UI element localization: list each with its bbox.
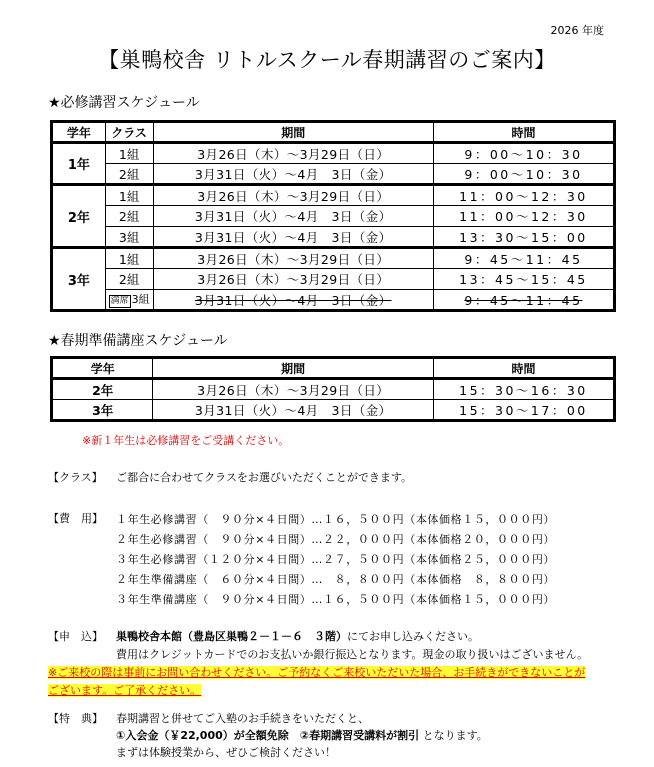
prep-section-title: ★春期準備講座スケジュール xyxy=(48,333,228,349)
time-cell: 11：00～12：30 xyxy=(433,185,614,206)
grade-cell: 2年 xyxy=(52,185,106,248)
class-cell xyxy=(105,290,153,311)
class-info-label: 【クラス】 xyxy=(48,471,103,484)
benefit-line-3: まずは体験授業から、ぜひご検討ください！ xyxy=(116,746,336,759)
class-cell: 1組 xyxy=(105,248,153,269)
table-header-row xyxy=(52,358,615,379)
benefit-bold: ①入会金（￥22,000）が全額免除 ②春期講習受講料が割引 xyxy=(116,729,420,742)
fee-line: ３年生必修講習（１２０分×４日間）…２７，５００円（本体価格２５，０００円） xyxy=(116,553,556,566)
header-period: 期間 xyxy=(153,358,433,379)
time-cell: 9：45～11：45 xyxy=(433,248,614,269)
class-cell: 2組 xyxy=(105,269,153,290)
period-cell: 3月26日（木）～3月29日（日） xyxy=(153,379,433,400)
class-cell: 1組 xyxy=(105,143,153,164)
time-cell: 13：30～15：00 xyxy=(433,227,614,248)
time-cell: 15：30～16：30 xyxy=(433,379,614,400)
grade-cell: 3年 xyxy=(52,248,106,311)
venue-rest: にてお申し込みください。 xyxy=(347,630,479,643)
table-row xyxy=(52,400,615,421)
time-cell: 9：00～10：30 xyxy=(433,143,614,164)
payment-note: 費用はクレジットカードでのお支払いか銀行振込となります。現金の取り扱いはございません。 xyxy=(116,648,589,661)
table-row xyxy=(52,227,615,248)
benefit-line-2-rest: となります。 xyxy=(422,729,488,742)
benefit-line-2 xyxy=(116,727,488,744)
table-row xyxy=(52,379,615,400)
class-cell-label: 3組 xyxy=(131,293,150,306)
benefit-label: 【特 典】 xyxy=(48,712,103,725)
page-title: 【巣鴨校舎 リトルスクール春期講習のご案内】 xyxy=(98,48,556,72)
period-cell: 3月26日（木）～3月29日（日） xyxy=(153,143,433,164)
class-cell: 2組 xyxy=(105,164,153,185)
grade-cell: 1年 xyxy=(52,143,106,185)
period-cell: 3月26日（木）～3月29日（日） xyxy=(153,269,433,290)
table-row xyxy=(52,143,615,164)
fees-label: 【費 用】 xyxy=(48,512,103,525)
warning-line-1: ※ご来校の際は事前にお問い合わせください。ご予約なくご来校いただいた場合、お手続きができないことが xyxy=(48,666,586,679)
class-info-text: ご都合に合わせてクラスをお選びいただくことができます。 xyxy=(116,471,412,484)
table-row xyxy=(52,206,615,227)
full-badge: 満席 xyxy=(110,296,129,306)
header-time: 時間 xyxy=(433,122,614,143)
fee-line: ２年生必修講習（ ９０分×４日間）…２２，０００円（本体価格２０，０００円） xyxy=(116,533,556,546)
required-section-title: ★必修講習スケジュール xyxy=(48,95,200,111)
header-class: クラス xyxy=(105,122,153,143)
header-grade: 学年 xyxy=(52,122,106,143)
period-cell: 3月31日（火）～4月 3日（金） xyxy=(153,290,433,311)
period-cell: 3月26日（木）～3月29日（日） xyxy=(153,248,433,269)
table-header-row xyxy=(52,122,615,143)
period-cell: 3月26日（木）～3月29日（日） xyxy=(153,185,433,206)
fee-line: ２年生準備講座（ ６０分×４日間）… ８，８００円（本体価格 ８，８００円） xyxy=(116,573,556,586)
header-period: 期間 xyxy=(153,122,433,143)
visit-warning xyxy=(48,664,648,700)
benefit-line-1: 春期講習と併せてご入塾のお手続きをいただくと、 xyxy=(116,712,369,725)
time-cell: 15：30～17：00 xyxy=(433,400,614,421)
header-time: 時間 xyxy=(433,358,614,379)
fee-line: ３年生準備講座（ ９０分×４日間）…１６，５００円（本体価格１５，０００円） xyxy=(116,593,556,606)
venue-name: 巣鴨校舎本館（豊島区巣鴨２－１－６ ３階） xyxy=(116,630,347,643)
new-student-note: ※新１年生は必修講習をご受講ください。 xyxy=(82,434,290,447)
table-row xyxy=(52,164,615,185)
period-cell: 3月31日（火）～4月 3日（金） xyxy=(153,164,433,185)
table-row xyxy=(52,269,615,290)
table-row xyxy=(52,290,615,311)
prep-schedule-table xyxy=(50,356,616,422)
class-cell: 1組 xyxy=(105,185,153,206)
class-cell: 2組 xyxy=(105,206,153,227)
time-cell: 11：00～12：30 xyxy=(433,206,614,227)
year-label: 2026 年度 xyxy=(550,24,604,37)
class-info xyxy=(48,469,618,487)
table-row xyxy=(52,248,615,269)
apply-label: 【申 込】 xyxy=(48,630,103,643)
time-cell: 13：45～15：45 xyxy=(433,269,614,290)
fee-line: １年生必修講習（ ９０分×４日間）…１６，５００円（本体価格１５，０００円） xyxy=(116,513,556,526)
class-cell: 3組 xyxy=(105,227,153,248)
period-cell: 3月31日（火）～4月 3日（金） xyxy=(153,227,433,248)
time-cell: 9：45～11：45 xyxy=(433,290,614,311)
table-row xyxy=(52,185,615,206)
period-cell: 3月31日（火）～4月 3日（金） xyxy=(153,400,433,421)
required-schedule-table xyxy=(50,120,616,312)
grade-cell: 3年 xyxy=(52,400,153,421)
header-grade: 学年 xyxy=(52,358,153,379)
grade-cell: 2年 xyxy=(52,379,153,400)
period-cell: 3月31日（火）～4月 3日（金） xyxy=(153,206,433,227)
time-cell: 9：00～10：30 xyxy=(433,164,614,185)
warning-line-2: ございます。ご了承ください。 xyxy=(48,684,202,697)
